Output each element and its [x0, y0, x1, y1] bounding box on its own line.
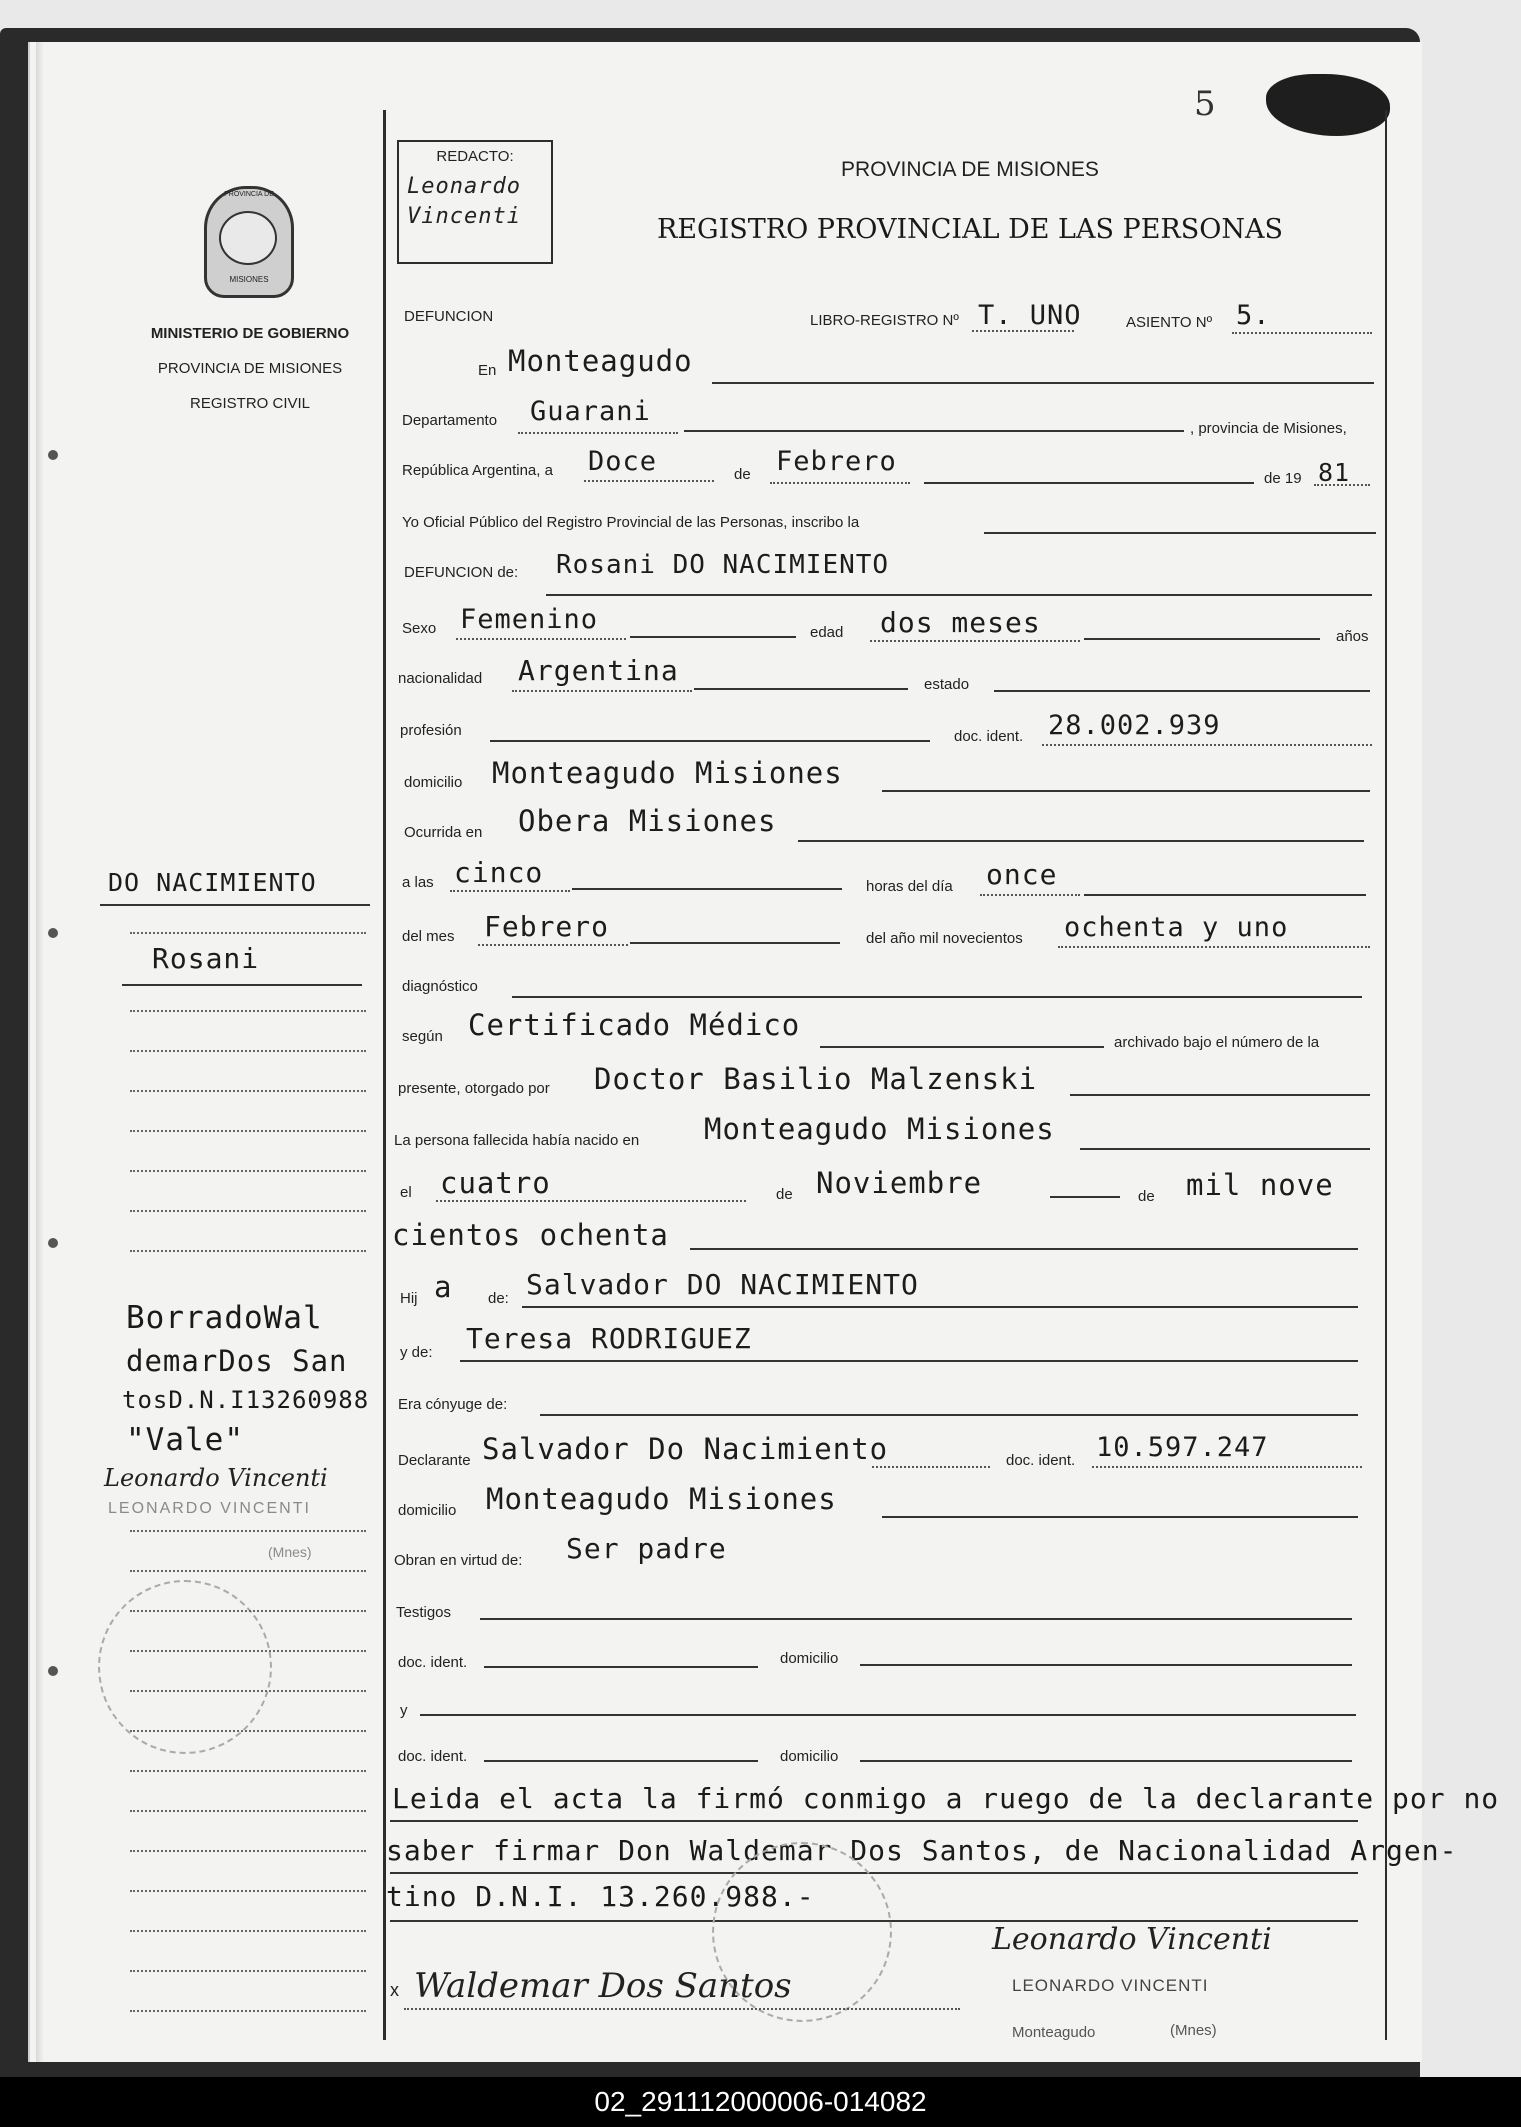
diagnostico-label: diagnóstico	[402, 978, 478, 995]
diagnostico-line	[512, 996, 1362, 998]
sidebar-dotted-line	[130, 1530, 366, 1532]
alas-line	[572, 888, 842, 890]
delanio-label: del año mil novecientos	[866, 930, 1023, 947]
sidebar-dotted-line	[130, 1210, 366, 1212]
sidebar-dotted-line	[130, 1010, 366, 1012]
doc-ident-value: 28.002.939	[1048, 710, 1221, 741]
ministry-line1: MINISTERIO DE GOBIERNO	[150, 325, 350, 342]
sexo-value: Femenino	[460, 604, 599, 635]
anio2-value: mil nove	[1186, 1168, 1334, 1202]
sidebar-note-line: demarDos San	[126, 1344, 348, 1378]
de2-label: de	[776, 1186, 793, 1203]
coat-of-arms-icon	[204, 186, 294, 298]
header-registry: REGISTRO PROVINCIAL DE LAS PERSONAS	[656, 214, 1283, 245]
sidebar-dotted-line	[130, 2010, 366, 2012]
horas-dots	[980, 894, 1080, 896]
segun-label: según	[402, 1028, 443, 1045]
sidebar-given-name: Rosani	[152, 942, 260, 975]
mes-line	[924, 482, 1254, 484]
sidebar-dotted-line	[130, 1130, 366, 1132]
delmes-value: Febrero	[484, 910, 610, 943]
page-spine	[36, 42, 44, 2062]
hij-value: a	[434, 1270, 453, 1304]
redacto-signature: Leonardo Vincenti	[407, 174, 521, 229]
sidebar-dotted-line	[130, 1610, 366, 1612]
crest-emblem	[219, 211, 277, 265]
estado-label: estado	[924, 676, 970, 693]
officer-signature: Leonardo Vincenti	[992, 1922, 1272, 1957]
dia-line	[584, 480, 714, 482]
libro-label: LIBRO-REGISTRO Nº	[810, 312, 959, 329]
domicilio4-line	[860, 1760, 1352, 1762]
sidebar-dotted-line	[130, 1170, 366, 1172]
departamento-line	[684, 430, 1184, 432]
presente-line	[1070, 1094, 1370, 1096]
sidebar-dotted-line	[130, 1650, 366, 1652]
domicilio4-label: domicilio	[780, 1748, 839, 1765]
obran-value: Ser padre	[566, 1532, 727, 1565]
padre-line	[522, 1306, 1358, 1308]
sexo-label: Sexo	[402, 620, 437, 637]
sidebar-dotted-line	[130, 1090, 366, 1092]
sidebar-note-line: tosD.N.I13260988	[122, 1386, 370, 1414]
defuncion-line	[546, 594, 1372, 596]
asiento-label: ASIENTO Nº	[1126, 314, 1213, 331]
anio-value: 81	[1318, 458, 1351, 487]
edad-value: dos meses	[880, 606, 1041, 639]
padre-value: Salvador DO NACIMIENTO	[526, 1268, 919, 1301]
page-number: 5	[1194, 84, 1216, 124]
alas-label: a las	[402, 874, 434, 891]
sidebar-note-line: BorradoWal	[126, 1300, 323, 1336]
madre-value: Teresa RODRIGUEZ	[466, 1322, 752, 1355]
anio-line	[1314, 484, 1370, 486]
sidebar-dotted-line	[130, 1890, 366, 1892]
conyuge-label: Era cónyuge de:	[398, 1396, 508, 1413]
mes-value: Febrero	[776, 446, 897, 477]
dia-value: Doce	[588, 446, 658, 477]
domicilio2-label: domicilio	[398, 1502, 457, 1519]
doc-ident3-line	[484, 1666, 758, 1668]
form-left-border	[383, 110, 386, 2040]
edad-label: edad	[810, 624, 844, 641]
sidebar-dotted-line	[130, 1970, 366, 1972]
footer-bar	[0, 2077, 1521, 2127]
ocurrida-line	[798, 840, 1364, 842]
sidebar-dotted-line	[130, 1250, 366, 1252]
mes2-line	[1050, 1196, 1120, 1198]
hij-de-label: de:	[488, 1290, 509, 1307]
libro-line	[972, 330, 1074, 332]
sidebar-stamp-place: (Mnes)	[268, 1544, 312, 1560]
closing-note-line: saber firmar Don Waldemar Dos Santos, de Nacionalidad Argen-	[386, 1834, 1458, 1867]
binding-hole	[48, 928, 58, 938]
sidebar-dotted-line	[130, 1570, 366, 1572]
mes-dots	[770, 482, 910, 484]
hij-label: Hij	[400, 1290, 418, 1307]
horas-line	[1084, 894, 1366, 896]
en-value: Monteagudo	[508, 344, 693, 378]
doc-ident4-label: doc. ident.	[398, 1748, 468, 1765]
libro-value: T. UNO	[978, 300, 1082, 331]
sidebar-rule	[122, 984, 362, 986]
alas-value: cinco	[454, 856, 544, 889]
segun-line	[820, 1046, 1104, 1048]
witness-line	[404, 2008, 960, 2010]
estado-line	[994, 690, 1370, 692]
el-value: cuatro	[440, 1166, 551, 1200]
closing-note-line: tino D.N.I. 13.260.988.-	[386, 1880, 815, 1913]
doc-ident4-line	[484, 1760, 758, 1762]
closing-note-line: Leida el acta la firmó conmigo a ruego de la declarante por no	[392, 1782, 1500, 1815]
sidebar-note-line: "Vale"	[126, 1422, 244, 1458]
doc-ident3-label: doc. ident.	[398, 1654, 468, 1671]
defuncion-de-label: DEFUNCION de:	[404, 564, 519, 581]
asiento-line	[1232, 332, 1372, 334]
closing-note-rule	[390, 1820, 1358, 1822]
crest-text-bottom: MISIONES	[229, 275, 269, 284]
sexo-dots	[456, 638, 626, 640]
en-label: En	[478, 362, 497, 379]
witness-signature: Waldemar Dos Santos	[414, 1966, 792, 2006]
sidebar-dotted-line	[130, 1770, 366, 1772]
republica-label: República Argentina, a	[402, 462, 553, 479]
ministry-block	[120, 316, 380, 421]
nacionalidad-value: Argentina	[518, 654, 679, 687]
delanio-value: ochenta y uno	[1064, 912, 1289, 943]
officer-stamp-place: Monteagudo	[1012, 2024, 1096, 2041]
de19-label: de 19	[1264, 470, 1302, 487]
delmes-dots	[478, 944, 628, 946]
form-right-border	[1385, 110, 1387, 2040]
sidebar-dotted-line	[130, 1850, 366, 1852]
en-line	[712, 382, 1374, 384]
sidebar-dotted-line	[130, 1930, 366, 1932]
nacido-label: La persona fallecida había nacido en	[394, 1132, 640, 1149]
crest-text-top: PROVINCIA DE	[224, 191, 274, 198]
oficial-line	[984, 532, 1376, 534]
defuncion-de-value: Rosani DO NACIMIENTO	[556, 550, 890, 580]
domicilio-value: Monteagudo Misiones	[492, 756, 843, 790]
delmes-line	[630, 942, 840, 944]
presente-value: Doctor Basilio Malzenski	[594, 1062, 1038, 1096]
official-seal-stamp	[98, 1580, 272, 1754]
departamento-label: Departamento	[402, 412, 498, 429]
sidebar-stamp-name: LEONARDO VINCENTI	[108, 1500, 311, 1517]
doc-ident-line	[1042, 744, 1372, 746]
horas-label: horas del día	[866, 878, 953, 895]
officer-stamp-prov: (Mnes)	[1170, 2022, 1217, 2039]
alas-dots	[450, 890, 570, 892]
form-type-label: DEFUNCION	[404, 308, 494, 325]
ocurrida-value: Obera Misiones	[518, 804, 777, 838]
nacionalidad-dots	[512, 690, 692, 692]
binding-hole	[48, 450, 58, 460]
domicilio3-label: domicilio	[780, 1650, 839, 1667]
declarante-label: Declarante	[398, 1452, 471, 1469]
de3-label: de	[1138, 1188, 1155, 1205]
binding-hole	[48, 1238, 58, 1248]
ocurrida-label: Ocurrida en	[404, 824, 483, 841]
anos-label: años	[1336, 628, 1369, 645]
conyuge-line	[540, 1414, 1358, 1416]
delanio-line	[1058, 946, 1370, 948]
ministry-line3: REGISTRO CIVIL	[189, 395, 311, 412]
doc-ident2-value: 10.597.247	[1096, 1432, 1269, 1463]
profesion-line	[490, 740, 930, 742]
sidebar-dotted-line	[130, 1050, 366, 1052]
presente-label: presente, otorgado por	[398, 1080, 550, 1097]
sidebar-dotted-line	[130, 1730, 366, 1732]
edad-line	[1084, 638, 1320, 640]
el-label: el	[400, 1184, 412, 1201]
sexo-line	[630, 636, 796, 638]
doc-ident2-line	[1092, 1466, 1362, 1468]
domicilio3-line	[860, 1664, 1352, 1666]
witness-x-mark: x	[390, 1980, 399, 2000]
nacionalidad-label: nacionalidad	[398, 670, 483, 687]
sidebar-dotted-line	[130, 1810, 366, 1812]
domicilio2-value: Monteagudo Misiones	[486, 1482, 837, 1516]
y-line	[420, 1714, 1356, 1716]
nacionalidad-line	[694, 688, 908, 690]
testigos-label: Testigos	[396, 1604, 452, 1621]
sidebar-signature: Leonardo Vincenti	[104, 1464, 328, 1492]
el-line	[436, 1200, 746, 1202]
anio2-cont: cientos ochenta	[392, 1218, 669, 1252]
sidebar-surname: DO NACIMIENTO	[108, 868, 317, 897]
edad-dots	[870, 640, 1080, 642]
sidebar-dotted-line	[130, 932, 366, 934]
de-label: de	[734, 466, 751, 483]
departamento-dots	[518, 432, 678, 434]
delmes-label: del mes	[402, 928, 455, 945]
domicilio-line	[882, 790, 1370, 792]
closing-note-rule	[390, 1872, 1358, 1874]
testigos-line	[480, 1618, 1352, 1620]
redacto-box	[397, 140, 553, 264]
ministry-line2: PROVINCIA DE MISIONES	[157, 360, 343, 377]
madre-line	[460, 1360, 1358, 1362]
oficial-text: Yo Oficial Público del Registro Provincial de las Personas, inscribo la	[402, 514, 860, 531]
departamento-value: Guarani	[530, 396, 651, 427]
declarante-line	[872, 1466, 990, 1468]
header-province: PROVINCIA DE MISIONES	[841, 158, 1099, 181]
domicilio2-line	[882, 1516, 1358, 1518]
doc-ident2-label: doc. ident.	[1006, 1452, 1076, 1469]
y-label: y	[400, 1702, 408, 1719]
footer-id: 02_291112000006-014082	[594, 2086, 927, 2117]
mes2-value: Noviembre	[816, 1166, 983, 1200]
declarante-value: Salvador Do Nacimiento	[482, 1432, 889, 1466]
profesion-label: profesión	[400, 722, 462, 739]
obran-label: Obran en virtud de:	[394, 1552, 523, 1569]
nacido-line	[1080, 1148, 1370, 1150]
yde-label: y de:	[400, 1344, 433, 1361]
domicilio-label: domicilio	[404, 774, 463, 791]
sidebar-rule	[100, 904, 370, 906]
asiento-value: 5.	[1236, 300, 1271, 331]
horas-value: once	[986, 858, 1058, 891]
redacto-label: REDACTO:	[436, 148, 514, 165]
binding-hole	[48, 1666, 58, 1676]
archivado-label: archivado bajo el número de la	[1114, 1034, 1320, 1051]
segun-value: Certificado Médico	[468, 1008, 801, 1042]
officer-stamp-name: LEONARDO VINCENTI	[1012, 1976, 1209, 1995]
sidebar-dotted-line	[130, 1690, 366, 1692]
provincia-label: , provincia de Misiones,	[1190, 420, 1347, 437]
anio2-line	[690, 1248, 1358, 1250]
doc-ident-label: doc. ident.	[954, 728, 1024, 745]
nacido-value: Monteagudo Misiones	[704, 1112, 1055, 1146]
